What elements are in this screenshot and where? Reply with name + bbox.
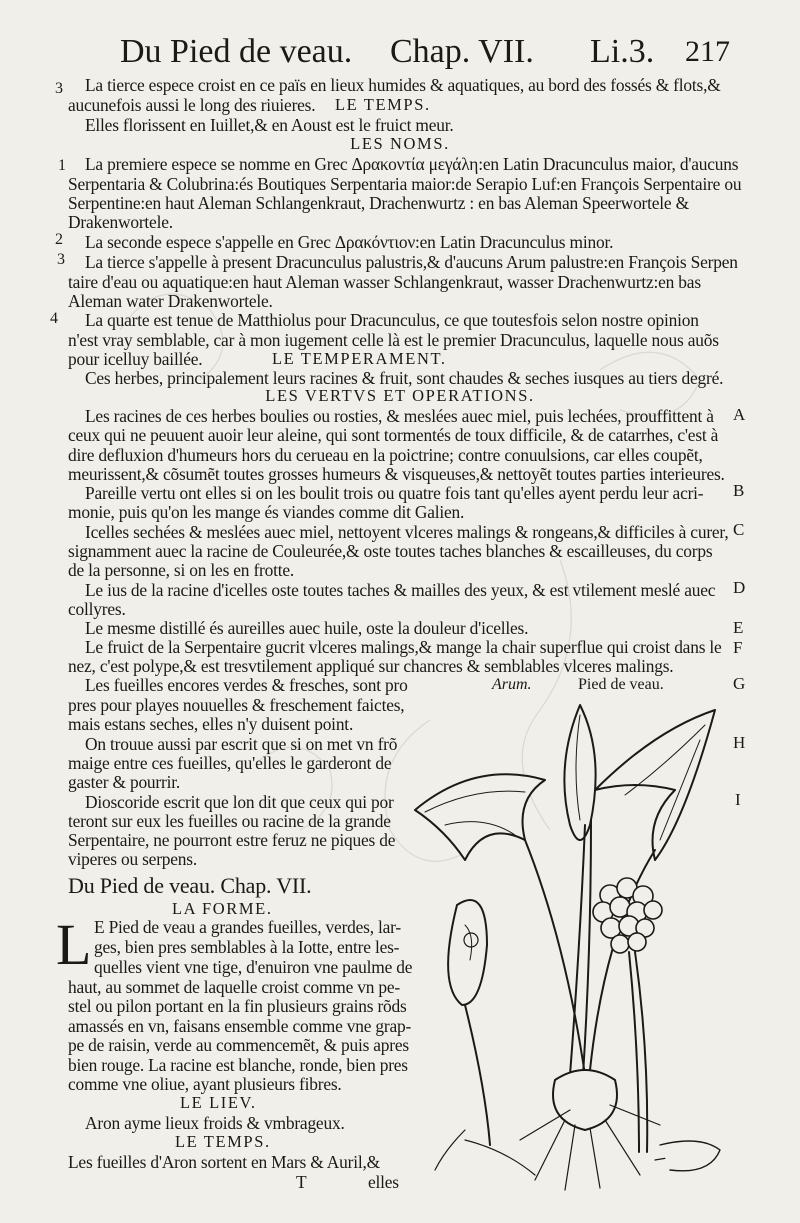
figure-caption-arum: Arum. xyxy=(492,676,532,693)
section-heading-vertus: LES VERTVS ET OPERATIONS. xyxy=(265,386,535,405)
text-line: Pareille vertu ont elles si on les boulit trois ou quatre fois tant qu'elles ayent perdu leur acri- xyxy=(85,483,704,503)
margin-number: 3 xyxy=(57,251,65,268)
text-line: meurissent,& cõsumẽt toutes grosses humeurs & visqueuses,& nettoyẽt toutes parties interieures. xyxy=(68,464,725,484)
margin-number: 2 xyxy=(55,231,63,248)
text-line: comme vne oliue, ayant plusieurs fibres. xyxy=(68,1074,342,1094)
text-line: dire defluxion d'humeurs hors du cerueau en la poictrine; contre conuulsions, car elles coupẽt, xyxy=(68,445,703,465)
text-line: ges, bien pres semblables à la Iotte, entre les- xyxy=(94,937,400,957)
section-heading-lieu: LE LIEV. xyxy=(180,1093,257,1112)
chapter-title: Du Pied de veau. Chap. VII. xyxy=(68,873,312,898)
text-line: Les fueilles d'Aron sortent en Mars & Auril,& xyxy=(68,1152,380,1172)
text-line: aucunefois aussi le long des riuieres. xyxy=(68,95,316,115)
section-heading-temps: LE TEMPS. xyxy=(335,95,431,114)
text-line: Serpentaire, ne pourront estre feruz ne piques de xyxy=(68,830,396,850)
margin-letter: E xyxy=(733,618,744,637)
text-line: ceux qui ne peuuent auoir leur aleine, qui sont tormentés de toux difficile, & de catarrhes, c'est à xyxy=(68,425,719,445)
text-line: La premiere espece se nomme en Grec Δρακοντία μεγάλη:en Latin Dracunculus maior, d'aucuns xyxy=(85,154,739,174)
margin-letter: D xyxy=(733,578,746,597)
text-line: Dioscoride escrit que lon dit que ceux qui por xyxy=(85,792,394,812)
text-line: Icelles sechées & meslées auec miel, nettoyent vlceres malings & rongeans,& difficiles à curer, xyxy=(85,522,729,542)
section-heading-noms: LES NOMS. xyxy=(350,134,450,153)
margin-number: 4 xyxy=(50,310,58,327)
text-line: signamment auec la racine de Couleurée,& oste toutes taches blanches & escailleuses, du corps xyxy=(68,541,713,561)
text-line: La tierce espece croist en ce païs en lieux humides & aquatiques, au bord des fossés & flots,& xyxy=(85,75,721,95)
text-line: taire d'eau ou aquatique:en haut Aleman wasser Schlangenkraut, wasser Drachenwurtz:en bas xyxy=(68,272,701,292)
text-line: E Pied de veau a grandes fueilles, verdes, lar- xyxy=(94,917,402,937)
text-line: quelles vient vne tige, d'enuiron vne paulme de xyxy=(94,957,413,977)
text-line: nez, c'est polype,& est tresvtilement appliqué sur chancres & semblables vlceres malings. xyxy=(68,656,674,676)
margin-number: 3 xyxy=(55,80,63,97)
text-line: pres pour playes nouuelles & freschement faictes, xyxy=(68,695,405,715)
text-line: La seconde espece s'appelle en Grec Δρακόντιον:en Latin Dracunculus minor. xyxy=(85,232,614,252)
text-line: pour icelluy baillée. xyxy=(68,349,203,369)
text-line: Le mesme distillé és aureilles auec huile, oste la douleur d'icelles. xyxy=(85,618,529,638)
text-line: gaster & pourrir. xyxy=(68,772,181,792)
text-line: monie, puis qu'on les mange és viandes comme dit Galien. xyxy=(68,502,465,522)
text-line: amassés en vn, faisans ensemble comme vne grap- xyxy=(68,1016,412,1036)
drop-cap: L xyxy=(56,912,92,977)
margin-letter: G xyxy=(733,674,746,693)
text-line: de la personne, si on les en frotte. xyxy=(68,560,295,580)
text-line: Les fueilles encores verdes & fresches, sont pro xyxy=(85,675,408,695)
running-header xyxy=(120,30,800,74)
header-title: Du Pied de veau. xyxy=(120,33,353,70)
margin-letter: A xyxy=(733,405,746,424)
margin-letter: C xyxy=(733,520,745,539)
text-line: bien rouge. La racine est blanche, ronde, bien pres xyxy=(68,1055,408,1075)
section-heading-temps-2: LE TEMPS. xyxy=(175,1132,271,1151)
text-line: Le ius de la racine d'icelles oste toutes taches & mailles des yeux, & est vtilement meslé auec xyxy=(85,580,716,600)
section-heading-temperament: LE TEMPERAMENT. xyxy=(272,349,447,368)
header-book: Li.3. xyxy=(590,33,655,70)
text-line: Serpentine:en haut Aleman Schlangenkraut, Drachenwurtz : en bas Aleman Speerwortele & xyxy=(68,193,689,213)
catchword: elles xyxy=(368,1172,399,1192)
header-chapter: Chap. VII. xyxy=(390,33,534,70)
text-line: Les racines de ces herbes boulies ou rosties, & meslées auec miel, puis lechées, prouffittent à xyxy=(85,406,714,426)
text-line: pe de raisin, verde au commencemẽt, & puis apres xyxy=(68,1035,409,1055)
text-line: Aron ayme lieux froids & vmbrageux. xyxy=(85,1113,345,1133)
text-line: Aleman water Drakenwortele. xyxy=(68,291,273,311)
text-line: Le fruict de la Serpentaire gucrit vlceres malings,& mange la chair superflue qui croist dans le xyxy=(85,637,722,657)
text-line: viperes ou serpens. xyxy=(68,849,198,869)
text-line: On trouue aussi par escrit que si on met vn frõ xyxy=(85,734,398,754)
text-line: Elles florissent en Iuillet,& en Aoust est le fruict meur. xyxy=(85,115,454,135)
text-line: Ces herbes, principalement leurs racines & fruit, sont chaudes & seches iusques au tiers degré. xyxy=(85,368,724,388)
text-line: La quarte est tenue de Matthiolus pour Dracunculus, ce que toutesfois selon nostre opinion xyxy=(85,310,699,330)
text-line: teront sur eux les fueilles ou racine de la grande xyxy=(68,811,391,831)
text-line: Serpentaria & Colubrina:és Boutiques Serpentaria maior:de Serapio Luf:en François Serpentaire ou xyxy=(68,174,742,194)
text-line: La tierce s'appelle à present Dracunculus palustris,& d'aucuns Arum palustre:en François Serpen xyxy=(85,252,738,272)
margin-letter: I xyxy=(735,790,741,809)
text-line: mais estans seches, elles n'y duisent point. xyxy=(68,714,354,734)
margin-letter: F xyxy=(733,638,743,657)
text-line: haut, au sommet de laquelle croist comme vn pe- xyxy=(68,977,401,997)
text-line: maige entre ces fueilles, qu'elles le garderont de xyxy=(68,753,392,773)
margin-number: 1 xyxy=(58,157,66,174)
margin-letter: H xyxy=(733,733,746,752)
figure-caption-pied-de-veau: Pied de veau. xyxy=(578,676,664,693)
page-number: 217 xyxy=(685,35,730,68)
section-heading-forme: LA FORME. xyxy=(172,899,273,918)
text-line: n'est vray semblable, car à mon iugement celle là est le premier Dracunculus, laquelle nous auõs xyxy=(68,330,719,350)
text-line: Drakenwortele. xyxy=(68,212,173,232)
margin-letter: B xyxy=(733,481,745,500)
arum-plant-woodcut xyxy=(405,700,735,1200)
signature-mark: T xyxy=(296,1172,307,1192)
text-line: collyres. xyxy=(68,599,126,619)
text-line: stel ou pilon portant en la fin plusieurs grains rõds xyxy=(68,996,407,1016)
